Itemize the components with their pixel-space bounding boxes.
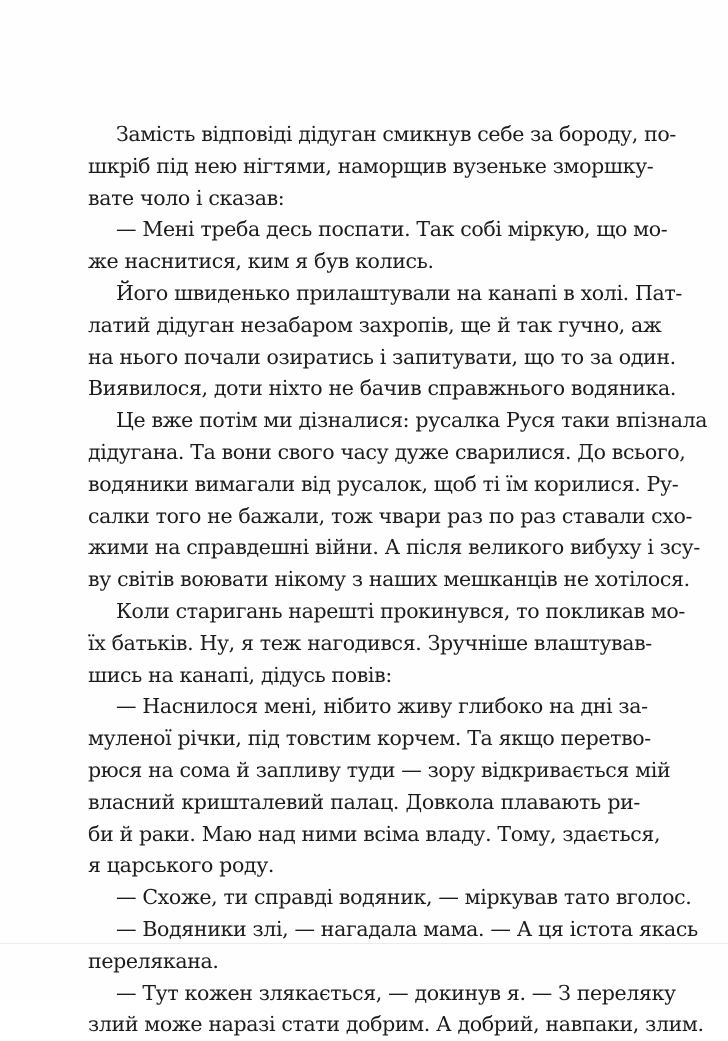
- text-line: — Схоже, ти справді водяник, — міркував тато вголос.: [116, 885, 692, 910]
- page-bottom-rule: [0, 943, 728, 944]
- text-line: водяники вимагали від русалок, щоб ті їм корилися. Ру-: [88, 471, 679, 496]
- text-line: ву світів воювати нікому з наших мешканців не хотілося.: [88, 567, 690, 592]
- text-line: власний кришталевий палац. Довкола плавають ри-: [88, 789, 640, 814]
- text-line: Його швиденько прилаштували на канапі в холі. Пат-: [116, 280, 682, 305]
- text-line: шись на канапі, дідусь повів:: [88, 662, 392, 687]
- text-line: — Мені треба десь поспати. Так собі міркую, що мо-: [116, 217, 668, 242]
- text-line: Замість відповіді дідуган смикнув себе за бороду, по-: [116, 122, 676, 146]
- text-line: перелякана.: [88, 948, 219, 973]
- text-line: — Водяники злі, — нагадала мама. — А ця істота якась: [116, 916, 698, 941]
- text-line: муленої річки, під товстим корчем. Та якщо перетво-: [88, 726, 651, 751]
- text-line: же наснитися, ким я був колись.: [88, 249, 434, 274]
- text-line: дідугана. Та вони свого часу дуже сварилися. До всього,: [88, 439, 686, 464]
- text-line: я царського роду.: [88, 853, 275, 878]
- text-line: — Наснилося мені, нібито живу глибоко на дні за-: [116, 694, 648, 719]
- text-line: жими на справдешні війни. А після великого вибуху і зсу-: [88, 535, 700, 560]
- text-line: шкріб під нею нігтями, наморщив вузеньке зморшку-: [88, 153, 654, 178]
- text-line: Це вже потім ми дізналися: русалка Руся таки впізнала: [116, 408, 708, 433]
- text-line: рюся на сома й запливу туди — зору відкривається мій: [88, 757, 671, 782]
- text-line: латий дідуган незабаром захропів, ще й так гучно, аж: [88, 312, 662, 337]
- text-line: злий може наразі стати добрим. А добрий, навпаки, злим.: [88, 1012, 704, 1037]
- text-line: вате чоло і сказав:: [88, 185, 285, 210]
- text-line: Виявилося, доти ніхто не бачив справжнього водяника.: [88, 376, 677, 401]
- text-line: — Тут кожен злякається, — докинув я. — З переляку: [116, 980, 676, 1005]
- text-line: би й раки. Маю над ними всіма владу. Тому, здається,: [88, 821, 661, 846]
- text-line: їх батьків. Ну, я теж нагодився. Зручніше влаштував-: [88, 630, 652, 655]
- body-text: [88, 119, 708, 1041]
- text-line: Коли старигань нарешті прокинувся, то покликав мо-: [116, 598, 685, 623]
- text-line: на нього почали озиратись і запитувати, що то за один.: [88, 344, 676, 369]
- text-line: салки того не бажали, тож чвари раз по раз ставали схо-: [88, 503, 693, 528]
